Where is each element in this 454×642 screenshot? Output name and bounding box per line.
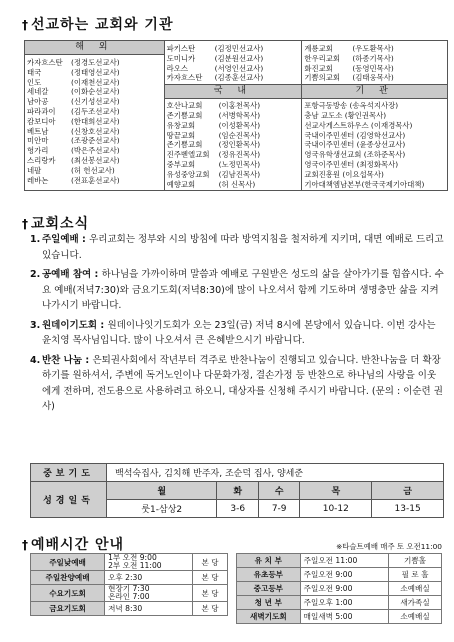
place-name: 라오스 [166, 63, 189, 73]
service-name: 주일찬양예배 [31, 571, 105, 585]
list-item [27, 146, 162, 156]
worship-row [31, 602, 228, 616]
leader-name: (정태영선교사) [71, 67, 120, 77]
service-time: 주일오후 1:00 [300, 596, 388, 610]
service-place: 본 당 [193, 585, 228, 602]
service-time: 주일오전 11:00 [300, 554, 388, 568]
list-item [27, 117, 162, 127]
weekday-cell: 화 [217, 482, 258, 500]
reading-cell: 룻1-삼상2 [107, 500, 217, 518]
service-time: 주일오전 9:00 [300, 568, 388, 582]
agency-list [302, 99, 448, 191]
duty-table [30, 463, 444, 518]
list-item [27, 78, 162, 88]
list-item [304, 44, 445, 54]
list-item [167, 73, 300, 83]
place-name: 헝가리 [27, 146, 49, 156]
leader-name: (정유진목사) [218, 150, 261, 160]
leader-name: (하종기목사) [352, 53, 394, 63]
worship-row [237, 568, 442, 582]
place-name: 인도 [27, 77, 42, 87]
prayer-label: 중보기도 [31, 464, 107, 482]
service-time: 오후 2:30 [105, 571, 193, 585]
service-time: 주일오전 9:00 [300, 582, 388, 596]
reading-cell: 10-12 [300, 500, 372, 518]
place-name: 세네갈 [27, 87, 49, 97]
place-name: 도미니카 [166, 53, 196, 63]
agency-item: 충남 교도소 (황인권목사) [304, 110, 387, 120]
place-name: 네팔 [27, 165, 42, 175]
agency-item: 선교사게스트하우스 (이재경목사) [304, 120, 413, 130]
list-item [167, 44, 300, 54]
place-name: 파키스탄 [166, 44, 196, 53]
service-time: 1부 오전 9:00 2부 오전 11:00 [105, 554, 193, 571]
service-place: 기쁨홀 [389, 554, 442, 568]
leader-name: (서병학목사) [218, 110, 261, 120]
worship-row [31, 585, 228, 602]
weekday-cell: 수 [258, 482, 299, 500]
agency-item: 포항극동방송 (송옥석지사장) [304, 101, 399, 111]
worship-title: † 예배시간 안내 [22, 537, 125, 553]
service-time: 저녁 8:30 [105, 602, 193, 616]
list-item [27, 176, 162, 186]
agency-item: 교회진흥원 (이요섭목사) [304, 169, 384, 179]
news-body [42, 353, 444, 415]
place-name: 중부교회 [166, 159, 196, 169]
news-text: 하나님을 가까이하며 말씀과 예배로 구원받은 성도의 삶을 살아가기를 힘씁시다. 수요 예배(저녁7:30)와 금요기도회(저녁8:30)에 많이 나오셔서 함께 기도하며 생명충만 삶을 지켜나가시기 바랍니다. [42, 269, 444, 311]
service-name: 유초등부 [237, 568, 301, 582]
worship-row [237, 582, 442, 596]
weekday-cell: 목 [300, 482, 372, 500]
leader-name: (정경도선교사) [71, 58, 120, 67]
mission-title: † 선교하는 교회와 기관 [22, 17, 174, 33]
news-number: 3. [30, 319, 41, 331]
place-name: 스리랑카 [27, 155, 56, 165]
overseas-list-3 [302, 41, 448, 85]
domestic-header: 국 내 [164, 85, 302, 99]
bible-label: 성경일독 [31, 482, 107, 518]
leader-name: (신기성선교사) [71, 97, 120, 107]
news-label: 공예배 참여 : [42, 269, 102, 280]
weekday-cell: 금 [372, 482, 444, 500]
list-item [304, 54, 445, 64]
agency-header: 기 관 [302, 85, 448, 99]
place-name: 계룡교회 [304, 44, 333, 53]
list-item [27, 166, 162, 176]
agency-item: 국내이주민센터 (김영학선교사) [304, 130, 406, 140]
place-name: 한우리교회 [304, 53, 341, 63]
news-item [30, 318, 444, 349]
leader-name: (임순진목사) [218, 130, 261, 140]
place-name: 태국 [27, 67, 42, 77]
list-item [167, 150, 300, 160]
leader-name: (박은주선교사) [71, 146, 120, 156]
leader-name: (한대희선교사) [71, 116, 120, 126]
place-name: 유성중앙교회 [166, 169, 210, 179]
place-name: 기쁨의교회 [304, 73, 341, 83]
news-body [42, 232, 444, 263]
service-name: 수요기도회 [31, 585, 105, 602]
news-list [30, 232, 444, 419]
service-place: 소예배실 [389, 610, 442, 624]
leader-name: (이성환목사) [218, 120, 261, 130]
overseas-list [25, 55, 165, 191]
news-text: 원데이나잇기도회가 오는 23일(금) 저녁 8시에 본당에서 있습니다. 이번 강사는 윤치영 목사님입니다. 많이 나오셔서 큰 은혜받으시기 바랍니다. [42, 319, 436, 346]
leader-name: (이재천선교사) [71, 77, 120, 87]
place-name: 존기쁨교회 [166, 110, 203, 120]
worship-row [31, 571, 228, 585]
leader-name: (김남진목사) [218, 169, 261, 179]
weekday-cell: 월 [107, 482, 217, 500]
list-item [27, 58, 162, 68]
list-item [27, 127, 162, 137]
reading-cell: 3-6 [217, 500, 258, 518]
news-text: 은퇴권사회에서 작년부터 격주로 반찬나눔이 진행되고 있습니다. 반찬나눔을 더 확장하기를 원하셔서, 주변에 독거노인이나 다문화가정, 결손가정 등 반찬으로 하나님의 사랑을 이웃에게 전하며, 전도용으로 사용하려고 하오니, 대상자를 신청해 주시기 바랍니다. (문의 : 이순련 권사) [42, 354, 443, 412]
news-title: † 교회소식 [22, 216, 90, 232]
leader-name: (허 헌선교사) [71, 165, 115, 175]
place-name: 화진교회 [304, 63, 333, 73]
news-label: 원데이기도회 : [42, 319, 108, 331]
place-name: 카자흐스탄 [27, 58, 63, 67]
list-item [167, 111, 300, 121]
place-name: 카자흐스탄 [166, 73, 203, 83]
service-time: 현장기 7:30 온라인 7:00 [105, 585, 193, 602]
list-item [167, 160, 300, 170]
leader-name: (김분원선교사) [214, 53, 264, 63]
agency-item: 기아대책엠남본부(한국국제기아대책) [304, 179, 425, 189]
leader-name: (김정민선교사) [214, 44, 264, 53]
news-label: 주일예배 : [42, 234, 90, 245]
leader-name: (김두조선교사) [71, 106, 120, 116]
place-name: 캄보디아 [27, 116, 56, 126]
reading-cell: 7-9 [258, 500, 299, 518]
news-item [30, 232, 444, 263]
place-name: 미안마 [27, 136, 49, 146]
place-name: 레바논 [27, 175, 49, 185]
news-body [42, 267, 444, 314]
leader-name: (노정민목사) [218, 159, 261, 169]
prayer-names: 백석숙집사, 김치해 반주자, 조순덕 집사, 양세준 [107, 464, 444, 482]
service-name: 청 년 부 [237, 596, 301, 610]
service-name: 주일낮예배 [31, 554, 105, 571]
leader-name: (최선봉선교사) [71, 155, 120, 165]
overseas-list-2 [164, 41, 302, 85]
worship-row [237, 610, 442, 624]
list-item [167, 121, 300, 131]
service-place: 본 당 [193, 554, 228, 571]
service-place: 소예배실 [389, 582, 442, 596]
agency-item: 영국이주민센터 (최정화목사) [304, 159, 399, 169]
place-name: 진주벧엘교회 [166, 150, 210, 160]
service-name: 금요기도회 [31, 602, 105, 616]
list-item [27, 97, 162, 107]
service-name: 중고등부 [237, 582, 301, 596]
leader-name: (허 신목사) [218, 179, 256, 189]
place-name: 예향교회 [166, 179, 196, 189]
place-name: 남아공 [27, 97, 49, 107]
list-item [304, 64, 445, 74]
list-item [167, 140, 300, 150]
worship-row [237, 554, 442, 568]
news-number: 1. [30, 234, 41, 245]
worship-table-left [30, 553, 228, 616]
leader-name: (김태웅목사) [352, 73, 394, 83]
place-name: 베트남 [27, 126, 49, 136]
list-item [167, 170, 300, 180]
list-item [167, 180, 300, 190]
service-place: 본 당 [193, 602, 228, 616]
leader-name: (정인환목사) [218, 140, 261, 150]
news-number: 4. [30, 354, 41, 366]
leader-name: (이화순선교사) [71, 87, 120, 97]
leader-name: (전표훈선교사) [71, 175, 120, 185]
service-place: 본 당 [193, 571, 228, 585]
service-place: 새가족실 [389, 596, 442, 610]
leader-name: (동영민목사) [352, 63, 394, 73]
leader-name: (이홍천목사) [218, 101, 261, 111]
place-name: 땅끝교회 [166, 130, 196, 140]
list-item [27, 107, 162, 117]
domestic-list [164, 99, 302, 191]
news-item [30, 353, 444, 415]
service-name: 유 치 부 [237, 554, 301, 568]
list-item [167, 101, 300, 111]
cross-icon: † [22, 217, 29, 231]
worship-row [237, 596, 442, 610]
worship-row [31, 554, 228, 571]
news-number: 2. [30, 269, 41, 280]
leader-name: (조광준선교사) [71, 136, 120, 146]
news-label: 반찬 나눔 : [42, 354, 93, 366]
worship-table-right [236, 553, 442, 624]
service-time: 매일새벽 5:00 [300, 610, 388, 624]
place-name: 파라과이 [27, 106, 56, 116]
news-body [42, 318, 444, 349]
overseas-header: 해 외 [25, 41, 165, 55]
service-place: 필 로 홀 [389, 568, 442, 582]
place-name: 호산나교회 [166, 101, 203, 111]
list-item [27, 136, 162, 146]
cross-icon: † [22, 538, 29, 552]
place-name: 유창교회 [166, 120, 196, 130]
list-item [167, 131, 300, 141]
list-item [167, 64, 300, 74]
list-item [167, 54, 300, 64]
news-item [30, 267, 444, 314]
agency-item: 영국유학생선교회 (조하준목사) [304, 150, 406, 160]
reading-cell: 13-15 [372, 500, 444, 518]
leader-name: (신창호선교사) [71, 126, 120, 136]
mission-table [24, 40, 448, 191]
list-item [27, 68, 162, 78]
leader-name: (김종훈선교사) [214, 73, 264, 83]
place-name: 존기쁨교회 [166, 140, 203, 150]
service-name: 새벽기도회 [237, 610, 301, 624]
agency-item: 국내이주민센터 (윤종상선교사) [304, 140, 406, 150]
list-item [304, 73, 445, 83]
list-item [27, 87, 162, 97]
leader-name: (서영인선교사) [214, 63, 264, 73]
news-text: 우리교회는 정부와 시의 방침에 따라 방역지침을 철저하게 지키며, 대면 예배로 드리고 있습니다. [42, 234, 444, 261]
worship-note: ※타슬트예배 매주 토 오전11:00 [336, 542, 442, 551]
list-item [27, 156, 162, 166]
leader-name: (우도환목사) [352, 44, 394, 53]
cross-icon: † [22, 18, 29, 32]
